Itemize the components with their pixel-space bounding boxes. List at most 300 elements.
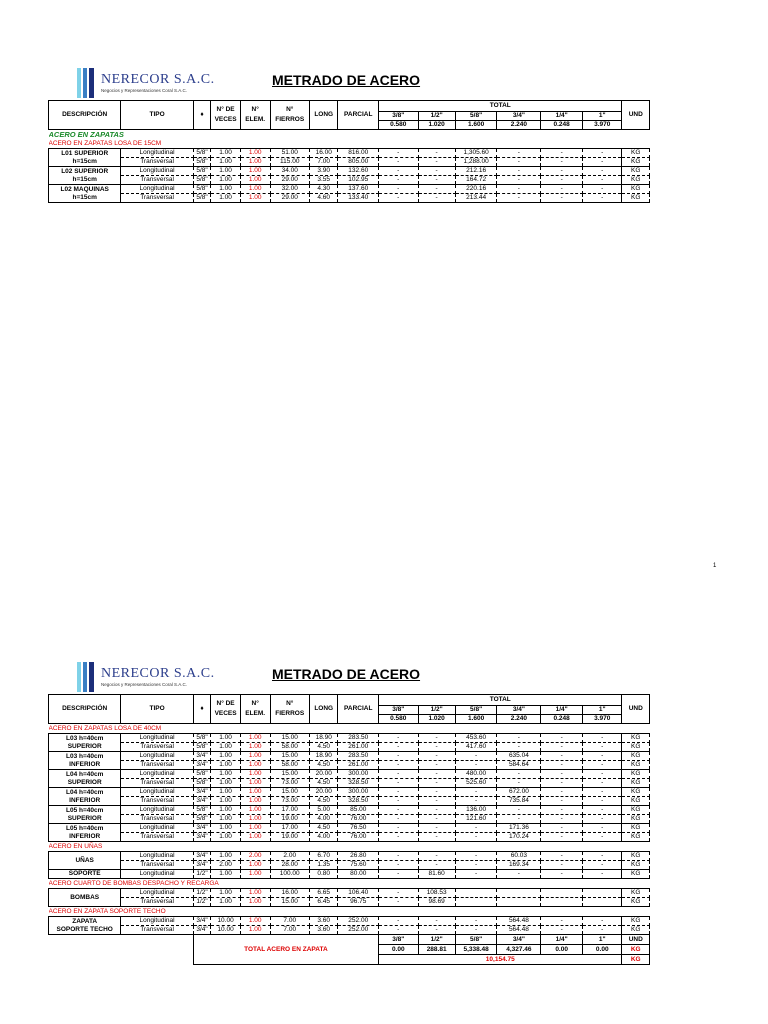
table-cell: 5/8" — [193, 815, 211, 824]
total-und: UND — [622, 935, 650, 945]
table-cell: 115.00 — [270, 158, 309, 167]
table-cell: Longitudinal — [121, 185, 193, 194]
total-label: TOTAL ACERO EN ZAPATA — [193, 935, 378, 965]
table-cell: 1.00 — [240, 824, 270, 833]
steel-table — [48, 100, 650, 203]
table-cell: 85.00 — [338, 806, 379, 815]
table-cell: - — [418, 815, 455, 824]
table-cell: - — [379, 815, 418, 824]
table-cell: - — [541, 815, 583, 824]
table-row — [49, 917, 650, 926]
page-1 — [0, 66, 768, 569]
table-cell: 1.00 — [211, 898, 241, 907]
table-cell: - — [541, 734, 583, 743]
table-cell: 1.00 — [211, 852, 241, 861]
table-cell: - — [541, 167, 583, 176]
table-cell: 4.50 — [309, 797, 338, 806]
table-cell: KG — [622, 176, 650, 185]
table-cell: 15.00 — [270, 734, 309, 743]
table-cell: - — [418, 797, 455, 806]
table-cell: 328.50 — [338, 797, 379, 806]
table-cell: - — [455, 761, 497, 770]
table-cell: 1/2" — [193, 889, 211, 898]
table-cell: Longitudinal — [121, 788, 193, 797]
table-cell: - — [541, 185, 583, 194]
total-diameter: 1" — [582, 935, 622, 945]
table-cell: - — [582, 734, 622, 743]
table-cell: - — [418, 194, 455, 203]
table-cell: - — [497, 149, 541, 158]
table-cell: 1.00 — [240, 815, 270, 824]
table-cell: 1.00 — [211, 185, 241, 194]
table-cell: 15.00 — [270, 898, 309, 907]
table-cell: 19.00 — [270, 815, 309, 824]
table-cell: - — [541, 806, 583, 815]
table-cell: 1.00 — [211, 176, 241, 185]
table-cell: 5/8" — [193, 167, 211, 176]
table-cell: 18.90 — [309, 734, 338, 743]
table-cell: 6.65 — [309, 889, 338, 898]
table-cell: - — [379, 176, 418, 185]
table-cell: - — [582, 833, 622, 842]
table-cell: - — [379, 149, 418, 158]
table-cell: 1.00 — [240, 761, 270, 770]
company-logo — [77, 660, 215, 694]
table-cell: 4.00 — [309, 815, 338, 824]
grand-total: 10,154.75 — [379, 955, 622, 965]
header-und: UND — [622, 695, 650, 724]
table-cell: 7.00 — [270, 926, 309, 935]
table-cell: - — [455, 852, 497, 861]
header-diameter: ♦ — [193, 695, 211, 724]
table-cell: - — [379, 752, 418, 761]
table-cell: - — [379, 770, 418, 779]
table-cell: 5/8" — [193, 176, 211, 185]
table-cell — [541, 889, 583, 898]
table-cell: 169.34 — [497, 861, 541, 870]
table-cell: 1.00 — [240, 898, 270, 907]
table-cell: 1/2" — [193, 898, 211, 907]
table-cell: - — [541, 824, 583, 833]
row-description: L04 h=40cm INFERIOR — [49, 788, 121, 806]
table-cell: 10.00 — [211, 926, 241, 935]
table-cell: 81.60 — [418, 870, 455, 879]
header-weight: 0.248 — [541, 715, 583, 724]
table-cell: 5/8" — [193, 734, 211, 743]
table-cell: 584.64 — [497, 761, 541, 770]
table-cell: 7.00 — [270, 917, 309, 926]
table-cell: 98.69 — [418, 898, 455, 907]
table-row — [49, 806, 650, 815]
table-cell: 28.00 — [270, 861, 309, 870]
section-label: ACERO EN ZAPATAS — [48, 130, 124, 139]
table-cell: 1/2" — [193, 870, 211, 879]
table-cell: - — [418, 185, 455, 194]
table-cell: 1.00 — [211, 870, 241, 879]
table-cell: 1.00 — [211, 734, 241, 743]
table-cell: 20.00 — [309, 770, 338, 779]
table-cell: 417.60 — [455, 743, 497, 752]
table-cell: Transversal — [121, 761, 193, 770]
table-cell: - — [582, 861, 622, 870]
table-cell: 3/4" — [193, 752, 211, 761]
header-elem: N° ELEM. — [240, 695, 270, 724]
table-cell: - — [582, 761, 622, 770]
table-cell: - — [582, 743, 622, 752]
table-row — [49, 149, 650, 158]
header-parcial: PARCIAL — [338, 101, 379, 130]
table-cell: Longitudinal — [121, 917, 193, 926]
table-row — [49, 734, 650, 743]
table-cell: 3/4" — [193, 917, 211, 926]
table-cell — [497, 889, 541, 898]
table-cell: - — [379, 779, 418, 788]
table-cell: 16.00 — [270, 889, 309, 898]
header-total: TOTAL — [379, 101, 622, 112]
header-long: LONG — [309, 695, 338, 724]
table-cell: - — [582, 770, 622, 779]
table-cell: Transversal — [121, 833, 193, 842]
table-row — [49, 752, 650, 761]
table-cell: 15.00 — [270, 770, 309, 779]
table-cell: 19.00 — [270, 833, 309, 842]
header-diameter: ♦ — [193, 101, 211, 130]
table-cell: - — [582, 185, 622, 194]
table-cell: - — [379, 926, 418, 935]
table-cell: 261.00 — [338, 761, 379, 770]
table-cell: 80.00 — [338, 870, 379, 879]
table-cell: 76.00 — [338, 815, 379, 824]
header-weight: 2.240 — [497, 121, 541, 130]
table-cell: 1.00 — [240, 806, 270, 815]
table-cell: 300.00 — [338, 788, 379, 797]
table-cell: - — [418, 917, 455, 926]
header-weight: 0.580 — [379, 121, 418, 130]
table-cell: 10.00 — [211, 917, 241, 926]
table-cell: - — [541, 788, 583, 797]
table-cell: - — [582, 149, 622, 158]
table-cell: 4.60 — [309, 194, 338, 203]
table-cell: 1.00 — [240, 889, 270, 898]
table-cell: KG — [622, 743, 650, 752]
table-cell: 96.75 — [338, 898, 379, 907]
table-cell: 5/8" — [193, 770, 211, 779]
table-cell: 133.40 — [338, 194, 379, 203]
table-cell: 4.50 — [309, 761, 338, 770]
table-cell: KG — [622, 779, 650, 788]
table-cell: - — [541, 870, 583, 879]
table-cell: - — [455, 824, 497, 833]
table-cell: - — [497, 734, 541, 743]
table-cell: 3/4" — [193, 833, 211, 842]
table-cell: - — [497, 815, 541, 824]
table-cell: - — [379, 898, 418, 907]
total-diameter: 1/4" — [541, 935, 583, 945]
table-cell: - — [418, 833, 455, 842]
table-cell: - — [418, 824, 455, 833]
table-cell — [497, 898, 541, 907]
table-cell: 3.90 — [309, 167, 338, 176]
table-cell: KG — [622, 761, 650, 770]
table-cell: KG — [622, 752, 650, 761]
table-row — [49, 797, 650, 806]
table-cell: - — [455, 788, 497, 797]
grand-total-und: KG — [622, 955, 650, 965]
table-cell: - — [541, 779, 583, 788]
table-cell: 17.00 — [270, 824, 309, 833]
table-row — [49, 852, 650, 861]
table-cell: - — [379, 185, 418, 194]
table-cell: 171.36 — [497, 824, 541, 833]
header-fierros: N° FIERROS — [270, 101, 309, 130]
table-cell: 100.00 — [270, 870, 309, 879]
header-veces: N° DE VECES — [211, 101, 241, 130]
total-value: 4,327.46 — [497, 945, 541, 955]
table-cell: - — [379, 917, 418, 926]
table-cell: - — [582, 852, 622, 861]
table-cell: KG — [622, 734, 650, 743]
table-cell: 132.60 — [338, 167, 379, 176]
table-cell: KG — [622, 870, 650, 879]
table-cell: 1.00 — [211, 194, 241, 203]
table-cell: KG — [622, 797, 650, 806]
table-cell: - — [541, 770, 583, 779]
table-cell: KG — [622, 889, 650, 898]
table-cell: 564.48 — [497, 917, 541, 926]
table-cell: - — [582, 870, 622, 879]
table-cell: 220.16 — [455, 185, 497, 194]
table-cell: KG — [622, 185, 650, 194]
table-cell: - — [379, 194, 418, 203]
table-cell: Transversal — [121, 194, 193, 203]
table-cell: 75.60 — [338, 861, 379, 870]
page-title: METRADO DE ACERO — [272, 72, 421, 88]
table-cell: 635.04 — [497, 752, 541, 761]
table-cell: - — [418, 779, 455, 788]
table-cell: 1.00 — [240, 788, 270, 797]
table-cell: 525.60 — [455, 779, 497, 788]
table-cell: 3/4" — [193, 788, 211, 797]
table-cell: - — [418, 861, 455, 870]
table-cell: - — [379, 158, 418, 167]
section-label: ACERO EN ZAPATAS LOSA DE 15CM — [48, 140, 162, 147]
table-cell: Transversal — [121, 815, 193, 824]
table-cell: KG — [622, 917, 650, 926]
total-diameter: 3/8" — [379, 935, 418, 945]
table-cell — [582, 898, 622, 907]
table-row — [49, 898, 650, 907]
header-diameter-size: 1/2" — [418, 706, 455, 715]
table-cell: 1.00 — [211, 752, 241, 761]
header-tipo: TIPO — [121, 101, 193, 130]
table-row — [49, 824, 650, 833]
table-cell: Longitudinal — [121, 167, 193, 176]
total-diameter: 3/4" — [497, 935, 541, 945]
table-cell: - — [455, 870, 497, 879]
table-cell: 4.30 — [309, 185, 338, 194]
table-cell: 1.00 — [240, 176, 270, 185]
table-cell: - — [455, 797, 497, 806]
table-cell: KG — [622, 149, 650, 158]
table-cell: 102.95 — [338, 176, 379, 185]
table-row — [49, 926, 650, 935]
table-cell: - — [379, 761, 418, 770]
table-cell: 4.50 — [309, 779, 338, 788]
table-cell: Transversal — [121, 926, 193, 935]
table-row — [49, 770, 650, 779]
table-cell: KG — [622, 194, 650, 203]
table-cell: - — [379, 861, 418, 870]
table-row — [49, 185, 650, 194]
page-number: 1 — [713, 563, 717, 569]
table-cell: - — [582, 167, 622, 176]
table-cell: 4.50 — [309, 824, 338, 833]
table-cell: 6.45 — [309, 898, 338, 907]
table-cell: 1.00 — [211, 788, 241, 797]
table-cell: Longitudinal — [121, 734, 193, 743]
table-cell: 1.00 — [240, 833, 270, 842]
table-cell: - — [497, 176, 541, 185]
table-cell: - — [541, 797, 583, 806]
row-description: L04 h=40cm SUPERIOR — [49, 770, 121, 788]
table-cell: 2.00 — [211, 861, 241, 870]
table-cell: 1.00 — [211, 149, 241, 158]
table-cell: 3/4" — [193, 926, 211, 935]
row-description: L01 SUPERIOR h=15cm — [49, 149, 121, 167]
table-cell: 453.60 — [455, 734, 497, 743]
table-cell: - — [379, 870, 418, 879]
section-label: ACERO CUARTO DE BOMBAS DESPACHO Y RECARGA — [48, 880, 219, 887]
table-cell: - — [541, 752, 583, 761]
table-row — [49, 158, 650, 167]
table-cell: KG — [622, 824, 650, 833]
header-diameter-size: 3/4" — [497, 112, 541, 121]
table-cell: - — [379, 788, 418, 797]
header-diameter-size: 5/8" — [455, 112, 497, 121]
table-cell: - — [455, 752, 497, 761]
table-cell: 1.00 — [211, 779, 241, 788]
table-cell: 805.00 — [338, 158, 379, 167]
table-cell: 137.60 — [338, 185, 379, 194]
table-cell: 1.00 — [211, 743, 241, 752]
table-cell: 4.50 — [309, 743, 338, 752]
table-cell: 1.00 — [211, 824, 241, 833]
table-cell: 1.00 — [211, 797, 241, 806]
table-cell: 300.00 — [338, 770, 379, 779]
table-cell: - — [541, 917, 583, 926]
table-row — [49, 167, 650, 176]
page-title: METRADO DE ACERO — [272, 666, 421, 682]
table-cell: 58.00 — [270, 761, 309, 770]
table-cell: 5/8" — [193, 158, 211, 167]
table-cell: - — [418, 926, 455, 935]
table-cell: 76.00 — [338, 833, 379, 842]
table-cell: 283.50 — [338, 734, 379, 743]
table-cell: - — [379, 797, 418, 806]
table-cell: 1.00 — [240, 779, 270, 788]
table-cell: - — [497, 870, 541, 879]
table-cell: 15.00 — [270, 752, 309, 761]
table-cell: 108.53 — [418, 889, 455, 898]
table-cell: - — [418, 761, 455, 770]
table-cell: 816.00 — [338, 149, 379, 158]
table-cell: 328.50 — [338, 779, 379, 788]
table-cell: 164.72 — [455, 176, 497, 185]
table-cell: - — [379, 824, 418, 833]
table-cell: 1.00 — [240, 185, 270, 194]
table-cell: Transversal — [121, 898, 193, 907]
table-cell: 3.60 — [309, 926, 338, 935]
table-cell: - — [582, 779, 622, 788]
table-cell: 1.00 — [240, 926, 270, 935]
table-cell: Longitudinal — [121, 149, 193, 158]
table-cell — [455, 898, 497, 907]
table-cell: KG — [622, 833, 650, 842]
header-weight: 3.970 — [582, 715, 622, 724]
row-description: L03 h=40cm INFERIOR — [49, 752, 121, 770]
total-diameter: 5/8" — [455, 935, 497, 945]
table-cell: - — [582, 806, 622, 815]
table-cell — [541, 898, 583, 907]
table-cell: KG — [622, 861, 650, 870]
table-cell: - — [582, 797, 622, 806]
header-diameter-size: 1/4" — [541, 112, 583, 121]
table-cell: - — [418, 167, 455, 176]
section-label: ACERO EN ZAPATAS LOSA DE 40CM — [48, 725, 162, 732]
table-cell: Longitudinal — [121, 806, 193, 815]
table-cell: - — [541, 761, 583, 770]
table-cell: - — [582, 788, 622, 797]
page-2 — [0, 660, 768, 1024]
table-cell: Transversal — [121, 797, 193, 806]
table-row — [49, 861, 650, 870]
company-name: NERECOR S.A.C. — [101, 72, 215, 87]
header-weight: 1.600 — [455, 715, 497, 724]
company-subtitle: Negocios y Representaciones Coral S.A.C. — [101, 682, 188, 687]
table-cell: - — [379, 833, 418, 842]
total-value: 0.00 — [541, 945, 583, 955]
table-cell: - — [582, 824, 622, 833]
row-description: L05 h=40cm INFERIOR — [49, 824, 121, 842]
row-description: UÑAS — [49, 852, 121, 870]
table-cell: 672.00 — [497, 788, 541, 797]
table-row — [49, 194, 650, 203]
table-cell: - — [541, 861, 583, 870]
section-label: ACERO EN UÑAS — [48, 843, 103, 850]
header-weight: 0.248 — [541, 121, 583, 130]
table-cell: 60.03 — [497, 852, 541, 861]
table-cell: 1.35 — [309, 861, 338, 870]
table-cell: Transversal — [121, 779, 193, 788]
table-cell: 3/4" — [193, 761, 211, 770]
table-cell: Transversal — [121, 861, 193, 870]
table-cell: - — [455, 926, 497, 935]
table-cell: 121.60 — [455, 815, 497, 824]
table-cell: - — [497, 158, 541, 167]
table-cell: 1.00 — [211, 833, 241, 842]
table-cell: - — [379, 167, 418, 176]
table-cell: - — [418, 743, 455, 752]
table-cell: - — [455, 833, 497, 842]
table-cell: 1.00 — [211, 761, 241, 770]
table-cell: - — [418, 788, 455, 797]
table-cell: 1.00 — [211, 889, 241, 898]
header-diameter-size: 1" — [582, 706, 622, 715]
total-value: 5,338.48 — [455, 945, 497, 955]
row-description: L02 MAQUINAS h=15cm — [49, 185, 121, 203]
table-cell: 1,305.60 — [455, 149, 497, 158]
table-row — [49, 176, 650, 185]
